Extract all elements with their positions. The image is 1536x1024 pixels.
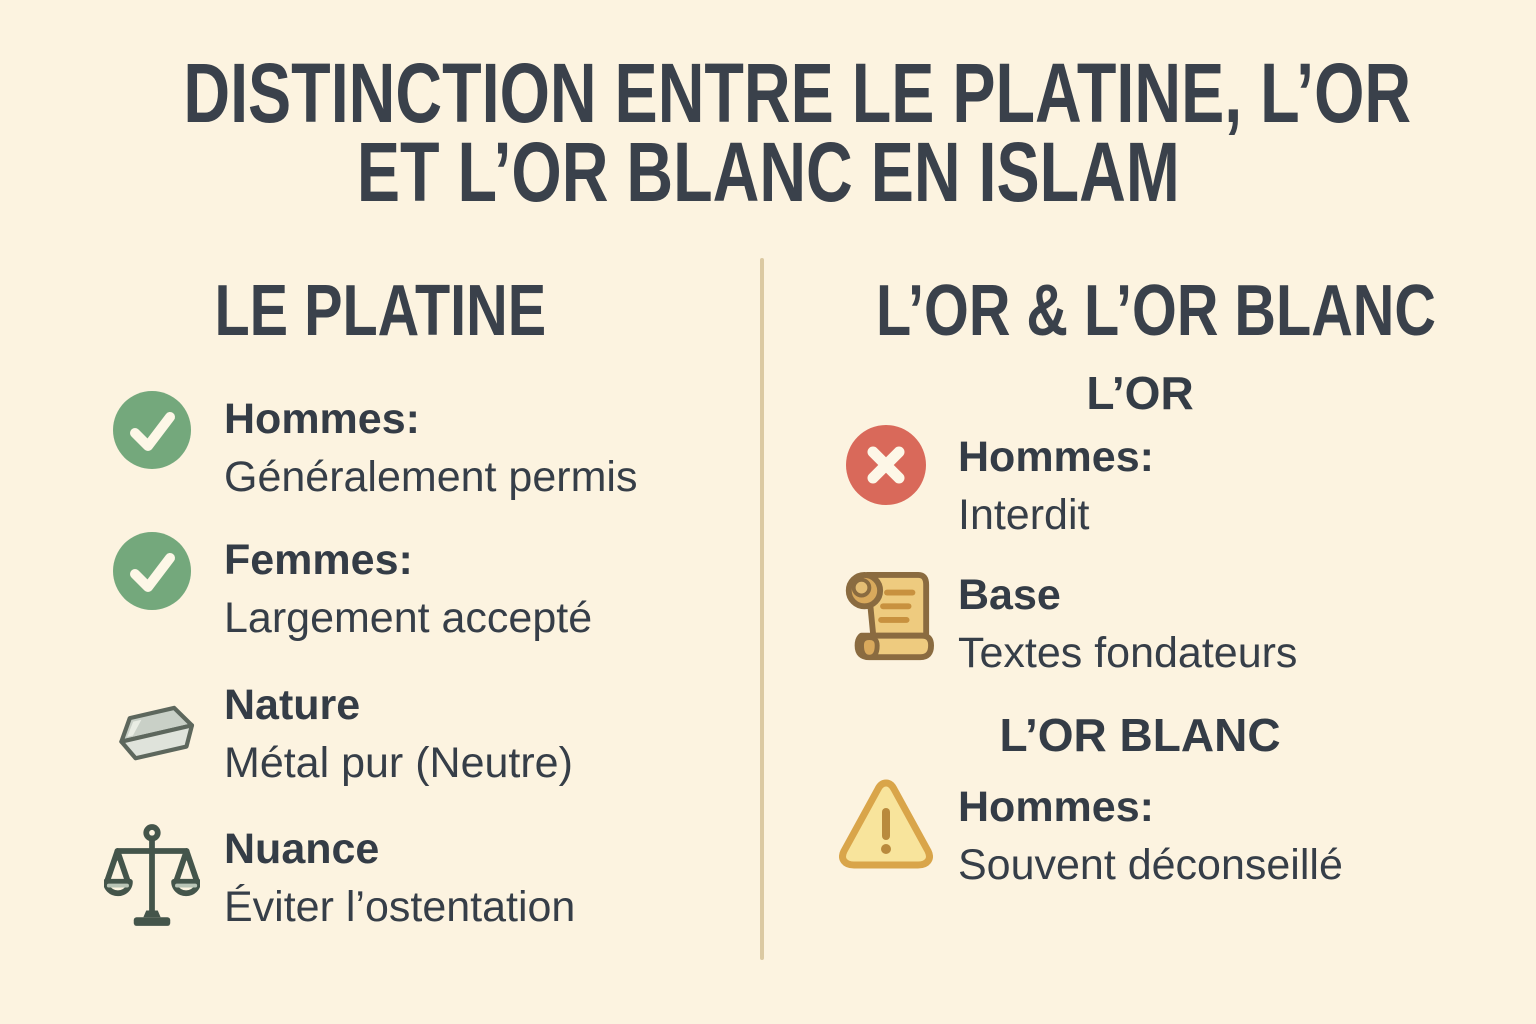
- item-value: Souvent déconseillé: [958, 841, 1343, 889]
- page-title-line-1: DISTINCTION ENTRE LE PLATINE, L’OR: [183, 46, 1412, 140]
- item-value: Interdit: [958, 491, 1090, 539]
- left-column-header: LE PLATINE: [214, 271, 546, 351]
- page-title: [0, 46, 1536, 219]
- item-value: Éviter l’ostentation: [224, 883, 576, 931]
- or-base-item: [838, 566, 1297, 682]
- platine-nature-item: [104, 676, 573, 792]
- or-hommes-item: [838, 424, 1154, 544]
- subtitle-or: L’OR: [1086, 367, 1194, 419]
- balance-scale-icon: [104, 820, 200, 932]
- cross-icon: [838, 424, 934, 506]
- subtitle-or-blanc: L’OR BLANC: [999, 709, 1281, 761]
- platine-hommes-item: [104, 390, 637, 506]
- item-label: Nuance: [224, 825, 380, 873]
- platine-nuance-item: [104, 820, 575, 936]
- orblanc-hommes-item: [838, 776, 1343, 894]
- right-column-header: L’OR & L’OR BLANC: [876, 271, 1436, 351]
- column-divider: [760, 258, 764, 960]
- item-value: Largement accepté: [224, 594, 593, 642]
- platine-femmes-item: [104, 531, 592, 647]
- item-label: Femmes:: [224, 536, 413, 584]
- silver-ingot-icon: [104, 688, 200, 776]
- check-icon: [104, 531, 200, 611]
- item-value: Métal pur (Neutre): [224, 739, 573, 787]
- item-label: Nature: [224, 681, 361, 729]
- item-label: Base: [958, 571, 1061, 619]
- item-value: Généralement permis: [224, 453, 638, 501]
- item-value: Textes fondateurs: [958, 629, 1298, 677]
- scroll-icon: [838, 566, 934, 672]
- item-label: Hommes:: [958, 783, 1154, 831]
- item-label: Hommes:: [224, 395, 420, 443]
- check-icon: [104, 390, 200, 470]
- warning-icon: [838, 776, 934, 870]
- item-label: Hommes:: [958, 433, 1154, 481]
- page-title-line-2: ET L’OR BLANC EN ISLAM: [356, 125, 1180, 219]
